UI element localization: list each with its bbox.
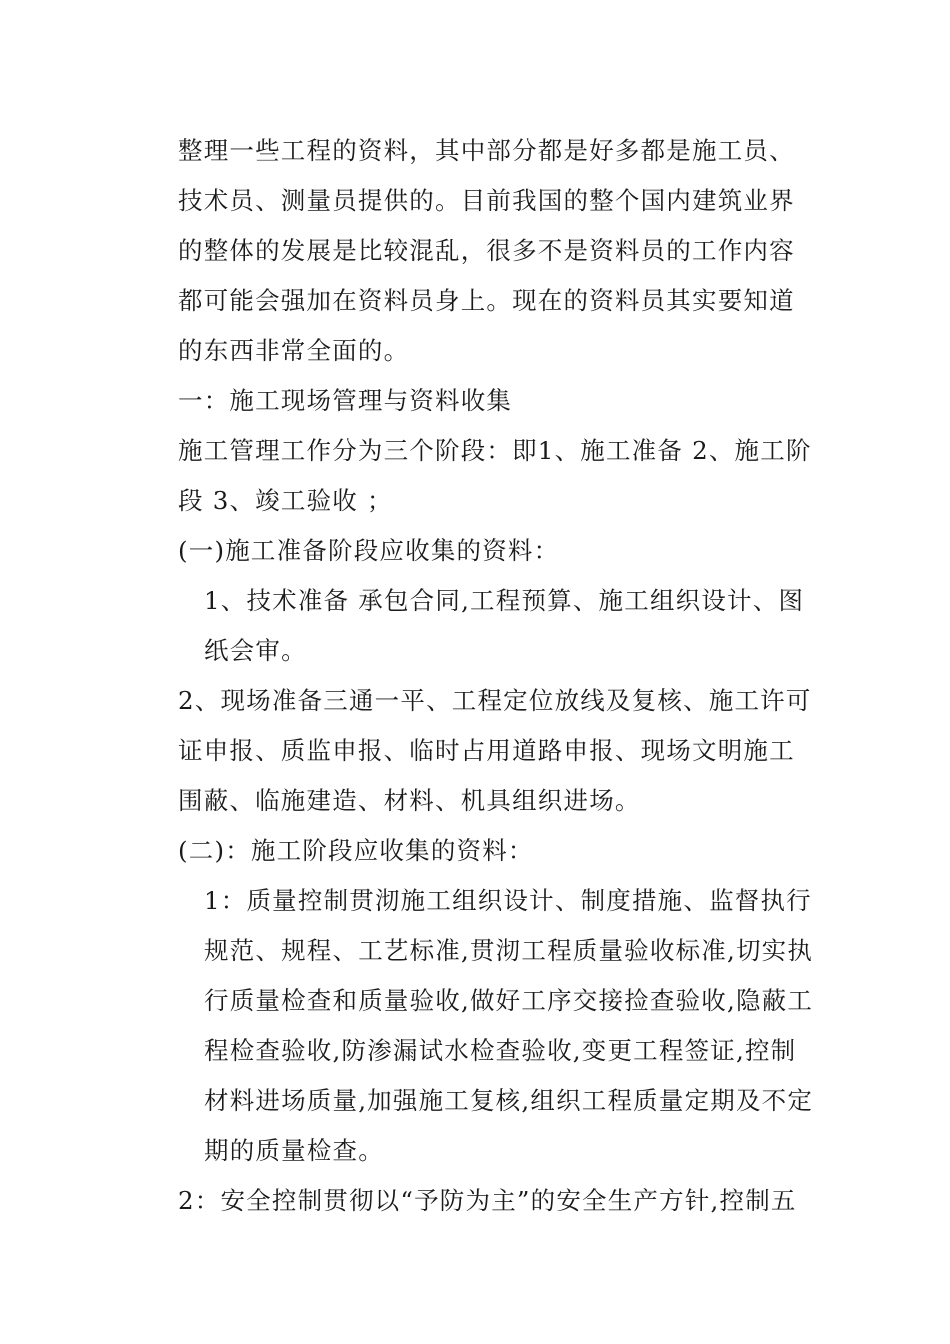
section-heading-site-management: 一：施工现场管理与资料收集	[178, 386, 513, 415]
subheading-construction-stage: (二)：施工阶段应收集的资料：	[178, 836, 534, 865]
paragraph-intro: 整理一些工程的资料，其中部分都是好多都是施工员、技术员、测量员提供的。目前我国的整个国内建筑业界的整体的发展是比较混乱，很多不是资料员的工作内容都可能会强加在资料员身上。现在的资料员其实要知道的东西非常全面的。	[178, 136, 795, 365]
subheading-preparation-stage: (一)施工准备阶段应收集的资料：	[178, 536, 560, 565]
paragraph-three-stages: 施工管理工作分为三个阶段：即1、施工准备 2、施工阶段 3、竣工验收 ；	[178, 436, 812, 515]
paragraph-technical-preparation: 1、技术准备 承包合同,工程预算、施工组织设计、图纸会审。	[204, 586, 805, 665]
document-body	[178, 126, 818, 1226]
paragraph-quality-control: 1：质量控制贯沏施工组织设计、制度措施、监督执行规范、规程、工艺标准,贯沏工程质量验收标准,切实执行质量检查和质量验收,做好工序交接捡查验收,隐蔽工程检查验收,防渗漏试水检查验收,变更工程签证,控制材料进场质量,加强施工复核,组织工程质量定期及不定期的质量检查。	[204, 886, 814, 1165]
paragraph-safety-control: 2：安全控制贯彻以“予防为主”的安全生产方针,控制五	[178, 1186, 797, 1215]
paragraph-site-preparation: 2、现场准备三通一平、工程定位放线及复核、施工许可证申报、质监申报、临时占用道路申报、现场文明施工围蔽、临施建造、材料、机具组织进场。	[178, 686, 812, 815]
